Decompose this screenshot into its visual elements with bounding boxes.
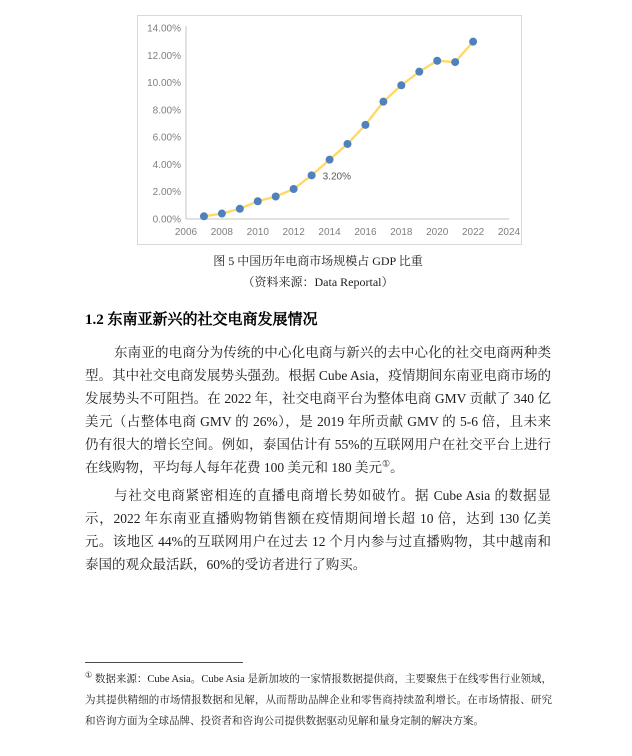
footnote-marker: ① — [85, 670, 93, 680]
svg-text:0.00%: 0.00% — [152, 214, 181, 226]
figure-5 — [85, 15, 551, 293]
svg-text:2010: 2010 — [246, 227, 269, 238]
page-content — [85, 0, 551, 576]
svg-text:6.00%: 6.00% — [152, 132, 181, 144]
footnote-block — [85, 662, 552, 732]
svg-text:14.00%: 14.00% — [147, 23, 181, 35]
footnote-text — [85, 669, 552, 732]
svg-text:2014: 2014 — [318, 227, 341, 238]
svg-text:8.00%: 8.00% — [152, 105, 181, 117]
line-chart-canvas — [138, 16, 521, 244]
svg-text:2016: 2016 — [354, 227, 377, 238]
svg-text:2008: 2008 — [210, 227, 234, 238]
svg-text:2022: 2022 — [461, 227, 485, 238]
svg-text:4.00%: 4.00% — [152, 159, 181, 171]
svg-text:3.20%: 3.20% — [322, 171, 351, 183]
figure-caption: 图 5 中国历年电商市场规模占 GDP 比重 — [213, 254, 423, 268]
footnote-ref: ① — [382, 458, 391, 469]
svg-text:12.00%: 12.00% — [147, 50, 181, 62]
section-heading: 1.2 东南亚新兴的社交电商发展情况 — [85, 312, 318, 328]
paragraph-livestream-ecommerce: 与社交电商紧密相连的直播电商增长势如破竹。据 Cube Asia 的数据显示，2022 年东南亚直播购物销售额在疫情期间增长超 10 倍，达到 130 亿美元。该地区 44%的互联网用户在过去 12 个月内参与过直播购物，其中越南和泰国的观众最活跃，60%的受访者进行了购买。 — [85, 488, 551, 572]
svg-text:2.00%: 2.00% — [152, 187, 181, 199]
paragraph-text: 东南亚的电商分为传统的中心化电商与新兴的去中心化的社交电商两种类型。其中社交电商发展势头强劲。根据 Cube Asia，疫情期间东南亚电商市场的发展势头不可阻挡。在 2022 年，社交电商平台为整体电商 GMV 贡献了 340 亿美元（占整体电商 GMV 的 26%），是 2019 年所贡献 GMV 的 5-6 倍，且未来仍有很大的增长空间。例如，泰国估计有 55%的互联网用户在社交平台上进行在线购物，平均每人每年花费 100 美元和 180 美元 — [85, 345, 551, 475]
gdp-share-line-chart — [137, 15, 522, 245]
svg-text:2018: 2018 — [390, 227, 413, 238]
svg-text:2020: 2020 — [426, 227, 449, 238]
paragraph-social-ecommerce — [85, 341, 551, 479]
paragraph-tail: 。 — [390, 460, 404, 475]
svg-text:2006: 2006 — [174, 227, 198, 238]
figure-source: （资料来源：Data Reportal） — [242, 275, 394, 289]
svg-text:10.00%: 10.00% — [147, 78, 181, 90]
footnote-body: 数据来源：Cube Asia。Cube Asia 是新加坡的一家情报数据提供商，主要聚焦于在线零售行业领域，为其提供精细的市场情报数据和见解，从而帮助品牌企业和零售商持续盈利增长。在市场情报、研究和咨询方面为全球品牌、投资者和咨询公司提供数据驱动见解和量身定制的解决方案。 — [85, 674, 553, 727]
svg-text:2012: 2012 — [282, 227, 305, 238]
footnote-divider — [85, 662, 243, 663]
svg-text:2024: 2024 — [497, 227, 521, 238]
